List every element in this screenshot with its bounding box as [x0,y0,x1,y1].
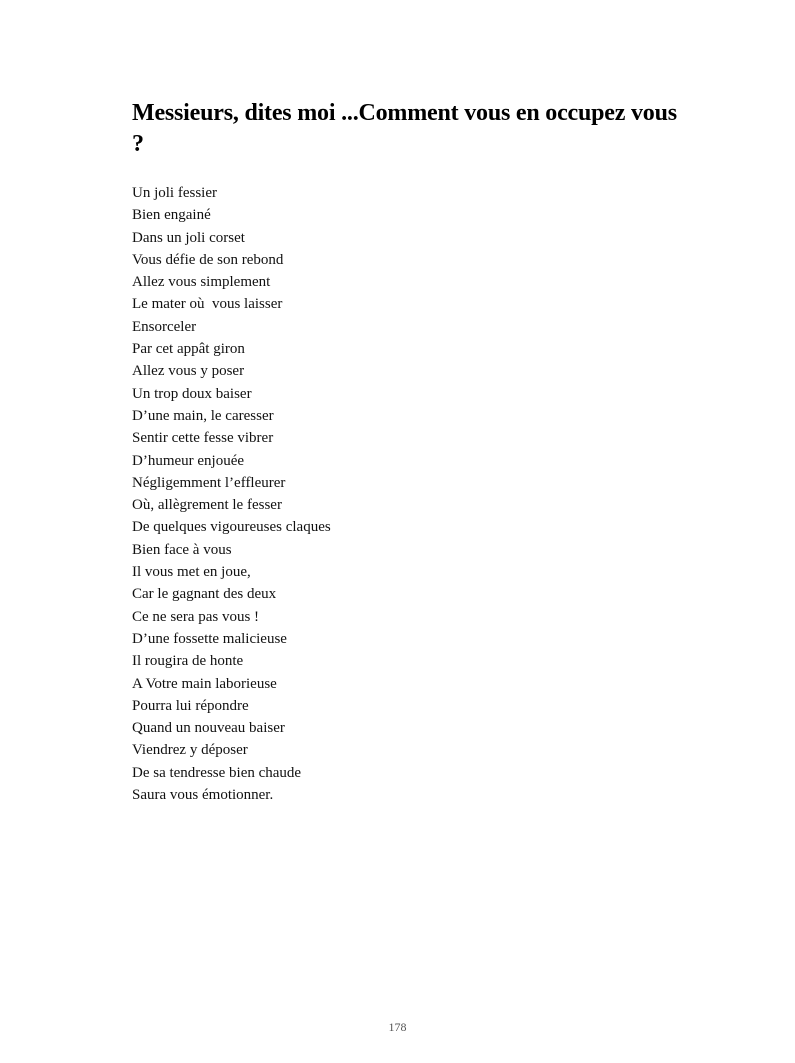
poem-line: Il rougira de honte [132,653,244,670]
poem-line: Saura vous émotionner. [132,787,274,804]
poem-line: Le mater où vous laisser [132,296,283,313]
poem-line: Bien face à vous [132,541,232,558]
poem-line: Un trop doux baiser [132,385,252,402]
poem-body [132,182,692,806]
poem-line: Vous défie de son rebond [132,251,284,268]
poem-line: Dans un joli corset [132,229,245,246]
poem-line: Allez vous y poser [132,363,245,380]
poem-line: Par cet appât giron [132,341,245,358]
poem-line: Négligemment l’effleurer [132,474,286,491]
poem-line: Bien engainé [132,207,211,224]
poem-title: Messieurs, dites moi ...Comment vous en occupez vous ? [132,100,677,157]
poem-line: D’humeur enjouée [132,452,245,469]
poem-line: Sentir cette fesse vibrer [132,430,274,447]
poem-line: D’une main, le caresser [132,407,274,424]
poem-line: Quand un nouveau baiser [132,720,285,737]
poem-line: Ensorceler [132,318,197,335]
poem-line: A Votre main laborieuse [132,675,277,692]
page-number: 178 [388,1020,407,1034]
poem-line: Viendrez y déposer [132,742,248,759]
poem-line: Il vous met en joue, [132,564,251,581]
poem-line: D’une fossette malicieuse [132,630,287,647]
poem-line: De sa tendresse bien chaude [132,764,302,781]
poem-line: Car le gagnant des deux [132,586,277,603]
poem-line: Pourra lui répondre [132,697,249,714]
poem-line: Un joli fessier [132,185,217,201]
poem-line: Ce ne sera pas vous ! [132,608,260,625]
poem-line: De quelques vigoureuses claques [132,519,331,536]
poem-line: Où, allègrement le fesser [132,497,282,514]
poem-line: Allez vous simplement [132,274,271,291]
